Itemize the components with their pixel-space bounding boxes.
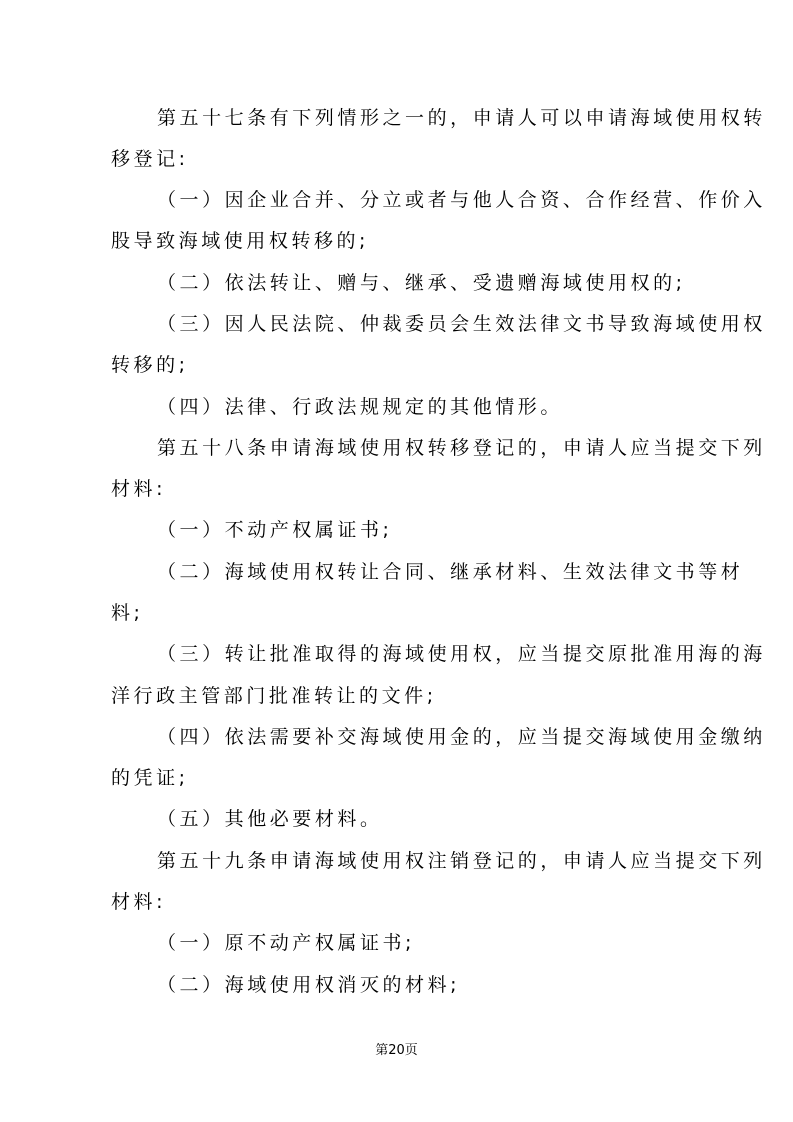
article-59-line-2: 材料: [111,891,167,913]
article-58-item-3-line-1: （三）转让批准取得的海域使用权，应当提交原批准用海的海 [157,643,766,665]
article-57-item-3-line-2: 转移的; [111,354,189,376]
article-58-item-4-line-1: （四）依法需要补交海域使用金的，应当提交海域使用金缴纳 [157,726,766,748]
article-59-item-1: （一）原不动产权属证书; [157,932,416,954]
article-58-item-2-line-2: 料; [111,602,144,624]
article-57-line-1: 第五十七条有下列情形之一的，申请人可以申请海域使用权转 [157,107,766,129]
article-59-line-1: 第五十九条申请海域使用权注销登记的，申请人应当提交下列 [157,850,766,872]
article-57-item-1-line-1: （一）因企业合并、分立或者与他人合资、合作经营、作价入 [157,189,766,211]
article-57-item-3-line-1: （三）因人民法院、仲裁委员会生效法律文书导致海域使用权 [157,313,766,335]
article-58-item-3-line-2: 洋行政主管部门批准转让的文件; [111,685,437,707]
article-57-item-1-line-2: 股导致海域使用权转移的; [111,230,370,252]
article-57-line-2: 移登记: [111,148,189,170]
article-59-item-2: （二）海域使用权消灭的材料; [157,974,461,996]
article-58-item-4-line-2: 的凭证; [111,767,189,789]
article-58-item-2-line-1: （二）海域使用权转让合同、继承材料、生效法律文书等材 [157,561,744,583]
article-58-item-5: （五）其他必要材料。 [157,808,383,830]
article-57-item-2: （二）依法转让、赠与、继承、受遗赠海域使用权的; [157,272,686,294]
article-58-line-1: 第五十八条申请海域使用权转移登记的，申请人应当提交下列 [157,437,766,459]
article-58-line-2: 材料: [111,478,167,500]
article-58-item-1: （一）不动产权属证书; [157,519,393,541]
page-number: 第20页 [375,1043,418,1058]
article-57-item-4: （四）法律、行政法规规定的其他情形。 [157,396,563,418]
